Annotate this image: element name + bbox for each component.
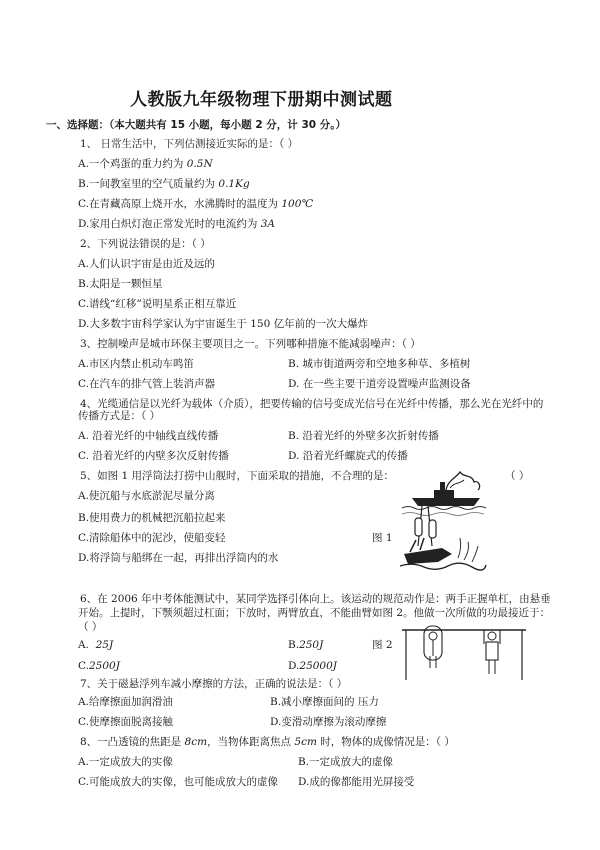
q3-option-b: B. 城市街道两旁和空地多种草、多植树 [288,358,471,370]
figure-2-illustration [400,622,528,680]
q3-stem: 3、控制噪声是城市环保主要项目之一。下列哪种措施不能减弱噪声：（ ） [80,338,421,350]
q4-option-a: A. 沿着光纤的中轴线直线传播 [78,430,219,442]
q8-option-b: B.一定成放大的虚像 [298,756,394,768]
q7-option-d: D.变滑动摩擦为滚动摩擦 [270,716,387,728]
section-name: 选择题： [67,119,109,131]
q3-option-c: C.在汽车的排气管上装消声器 [78,378,215,390]
q2-stem: 2、下列说法错误的是：（ ） [80,238,211,250]
figure-2-label: 图 2 [372,639,393,651]
q4-option-c: C. 沿着光纤的内壁多次反射传播 [78,450,229,462]
q1-option-c: C.在青藏高原上烧开水，水沸腾时的温度为 100℃ [78,198,314,210]
section-heading [46,120,346,131]
q5-option-c: C.清除船体中的泥沙，使船变轻 [78,532,226,544]
q8-option-c: C.可能成放大的实像，也可能成放大的虚像 [78,776,278,788]
q4-stem-line1: 4、光缆通信是以光纤为载体（介质），把要传输的信号变成光信号在光纤中传播，那么光在光纤中的 [80,398,544,410]
q4-option-b: B. 沿着光纤的外壁多次折射传播 [288,430,439,442]
q5-option-b: B.使用费力的机械把沉船拉起来 [78,512,226,524]
q7-option-a: A.给摩擦面加润滑油 [78,696,173,708]
q2-option-d: D.大多数宇宙科学家认为宇宙诞生于 150 亿年前的一次大爆炸 [78,318,369,330]
q7-option-b: B.减小摩擦面间的 压力 [270,696,379,708]
figure-1-label: 图 1 [372,532,393,544]
q1-option-b: B.一间教室里的空气质量约为 0.1Kg [78,178,250,190]
q1-option-d: D.家用白炽灯泡正常发光时的电流约为 3A [78,218,275,230]
q3-option-d: D. 在一些主要干道旁设置噪声监测设备 [288,378,471,390]
q5-option-a: A.使沉船与水底淤泥尽量分离 [78,490,215,502]
q8-option-d: D.成的像都能用光屏接受 [298,776,415,788]
q2-option-c: C.谱线“红移”说明星系正相互靠近 [78,298,237,310]
q7-stem: 7、关于磁悬浮列车减小摩擦的方法，正确的说法是：（ ） [80,678,348,690]
q8-option-a: A.一定成放大的实像 [78,756,173,768]
q4-stem-line2: 传播方式是：（ ） [78,410,161,422]
q3-option-a: A.市区内禁止机动车鸣笛 [78,358,194,370]
q5-answer-paren: （ ） [505,470,530,482]
q4-option-d: D. 沿着光纤螺旋式的传播 [288,450,408,462]
q2-option-a: A.人们认识宇宙是由近及远的 [78,258,215,270]
q5-option-d: D.将浮筒与船绑在一起，再排出浮筒内的水 [78,552,279,564]
q8-stem: 8、一凸透镜的焦距是 8cm，当物体距离焦点 5cm 时，物体的成像情况是：（ ） [80,736,455,748]
q1-stem: 1、 日常生活中，下列估测接近实际的是：（ ） [80,138,299,150]
q1-option-a: A.一个鸡蛋的重力约为 0.5N [78,158,213,170]
q6-stem-line1: 6、在 2006 年中考体能测试中，某同学选择引体向上。该运动的规范动作是：两手正握单杠，由悬垂 [80,593,551,605]
q6-stem-line3: （ ） [78,621,103,633]
q6-stem-line2: 开始。上提时，下颚须超过杠面；下放时，两臂放直，不能曲臂如图 2。他做一次所做的功最接近于： [78,607,551,619]
q6-option-d: D.25000J [288,660,338,672]
page-title: 人教版九年级物理下册期中测试题 [130,90,393,110]
q6-option-a: A. 25J [78,639,114,651]
q6-option-b: B.250J [288,639,324,651]
q7-option-c: C.使摩擦面脱离接触 [78,716,173,728]
q2-option-b: B.太阳是一颗恒星 [78,278,163,290]
section-number: 一、 [46,119,67,131]
figure-1-illustration [398,468,488,573]
q6-option-c: C.2500J [78,660,120,672]
section-desc: （本大题共有 15 小题，每小题 2 分，计 30 分。） [109,119,346,131]
q5-stem: 5、如图 1 用浮筒法打捞中山舰时，下面采取的措施，不合理的是： [80,470,395,482]
